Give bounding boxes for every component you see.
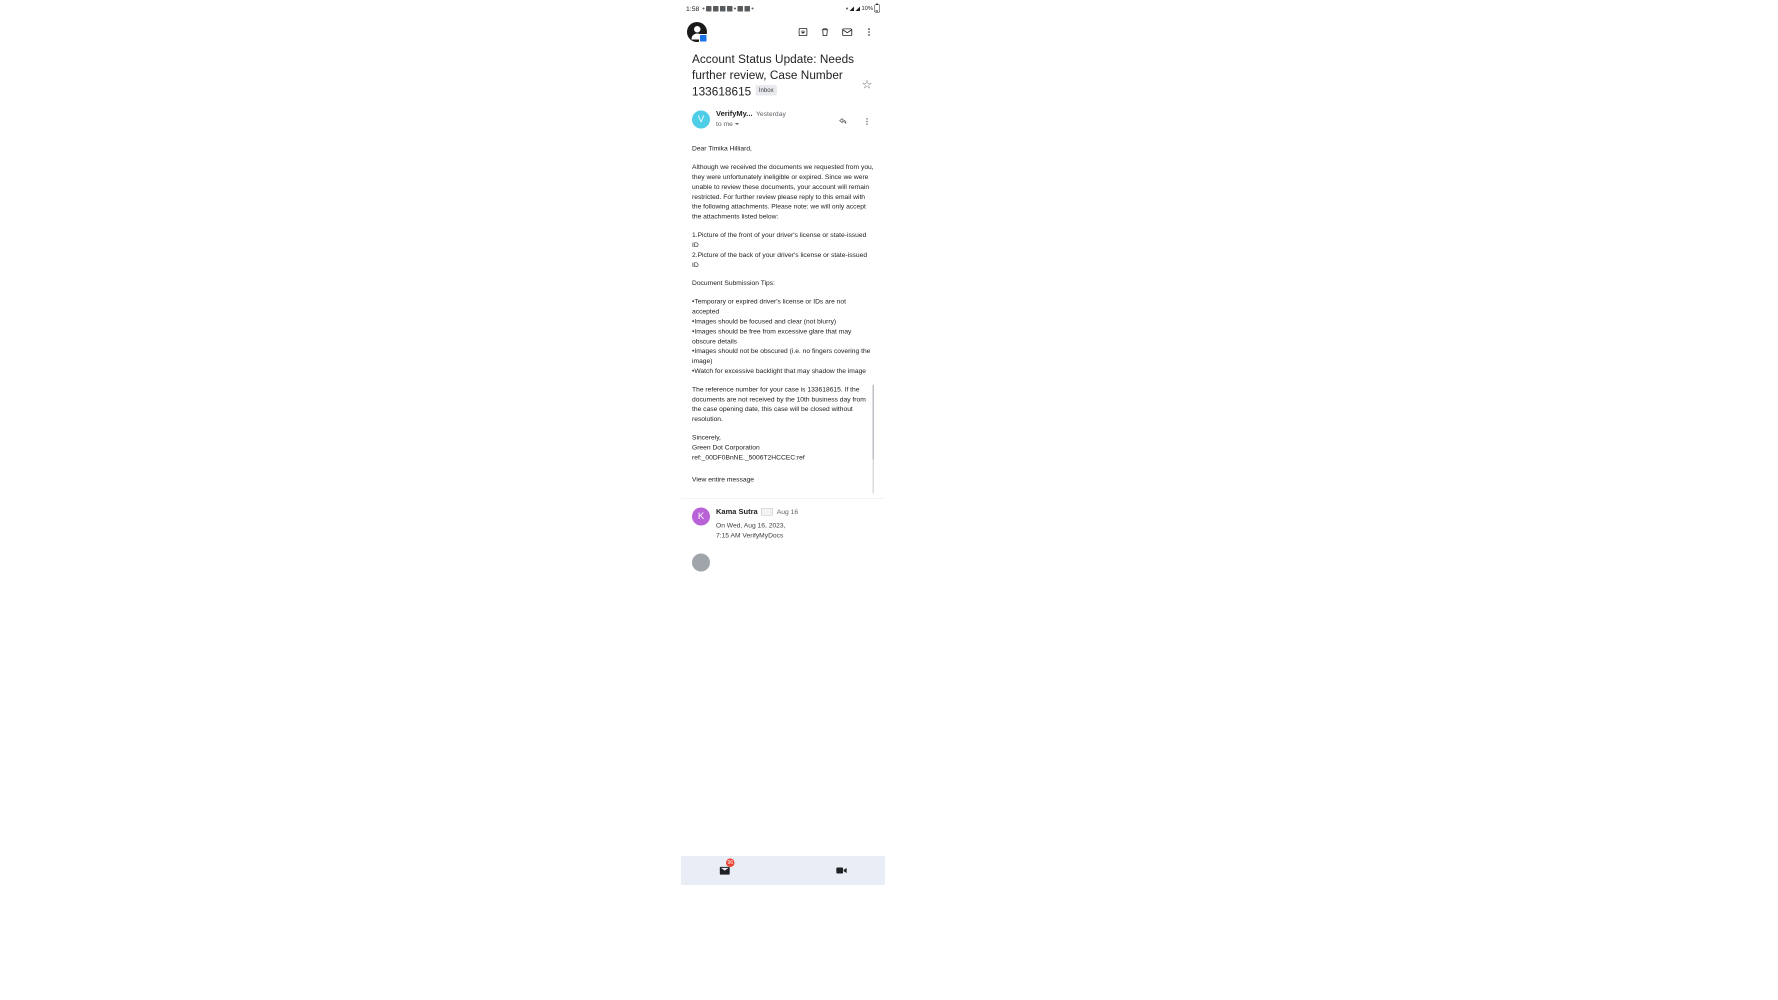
status-bar <box>681 0 885 17</box>
email-body <box>681 132 885 463</box>
tips-heading: Document Submission Tips: <box>692 279 775 287</box>
message-scroll-region[interactable] <box>692 384 874 462</box>
quoted-message-sender: Kama Sutra <box>716 507 758 516</box>
bullet-item-3-mark: • <box>692 327 695 335</box>
status-time: 1:58 <box>686 4 700 13</box>
mark-unread-button[interactable] <box>837 22 857 42</box>
numbered-item-1 <box>692 230 874 250</box>
app-icon <box>737 6 743 12</box>
recipient-line[interactable] <box>716 120 827 128</box>
conversation-toolbar <box>681 17 885 47</box>
recipient-label: to me <box>716 120 733 128</box>
meet-tab[interactable] <box>831 862 853 880</box>
gallery-icon <box>727 6 733 12</box>
view-entire-message-link[interactable]: View entire message <box>692 475 755 483</box>
ref-code: ref:_00DF0BnNE._5006T2HCCEC:ref <box>692 453 805 461</box>
quoted-snippet-line-1: On Wed, Aug 16, 2023, <box>716 521 786 529</box>
quoted-message-header <box>716 507 877 516</box>
company-name: Green Dot Corporation <box>692 443 760 451</box>
quoted-message-snippet <box>716 520 877 540</box>
gmail-conversation-screen <box>681 0 885 885</box>
archive-button[interactable] <box>793 22 813 42</box>
sender-date: Yesterday <box>756 110 786 118</box>
avatar-head-icon <box>694 26 701 33</box>
email-subject <box>692 51 857 100</box>
small-dot-icon <box>734 8 736 10</box>
status-notification-icons <box>702 6 753 12</box>
bullet-item-2-mark: • <box>692 317 695 325</box>
battery-icon <box>875 5 881 13</box>
next-message-partial[interactable] <box>681 553 885 571</box>
bullet-item-2 <box>692 316 874 326</box>
alarm-icon <box>846 8 848 10</box>
account-avatar[interactable] <box>687 22 707 42</box>
bullet-item-5-mark: • <box>692 367 695 375</box>
body-paragraph-1: Although we received the documents we requested from you, they were unfortunately ineligible or expired. Since we were unable to review these documents, your account will remain restricted. For further review please reply to this email with the following attachments. Please note: we will only accept the attachments listed below: <box>692 163 874 221</box>
bullet-item-4-mark: • <box>692 347 695 355</box>
bullet-item-1 <box>692 297 874 317</box>
phone-screenshot <box>681 0 885 885</box>
bullet-item-4 <box>692 346 874 366</box>
subject-row <box>681 47 885 100</box>
quoted-message-avatar[interactable]: K <box>692 507 710 525</box>
sign-off: Sincerely, <box>692 433 721 442</box>
bullet-item-5-text: Watch for excessive backlight that may shadow the image <box>694 367 867 375</box>
numbered-item-2-mark: 2. <box>692 250 698 259</box>
reference-paragraph: The reference number for your case is 133618615. If the documents are not received by the 10th business day from the case opening date, this case will be closed without resolution. <box>692 385 866 423</box>
sim-icon <box>713 6 719 12</box>
delete-button[interactable] <box>815 22 835 42</box>
bullet-item-3 <box>692 326 874 346</box>
scrollbar-thumb[interactable] <box>873 384 875 459</box>
body-greeting: Dear Timika Hilliard, <box>692 144 752 153</box>
avatar-badge-icon <box>699 34 708 43</box>
clock-icon <box>706 6 712 12</box>
quoted-message-date: Aug 16 <box>776 507 799 516</box>
mail-notification-icon <box>744 6 750 12</box>
bullet-item-5 <box>692 366 874 376</box>
bullet-item-1-text: Temporary or expired driver's license or IDs are not accepted <box>692 297 846 316</box>
bullet-item-3-text: Images should be free from excessive glare that may obscure details <box>692 327 852 345</box>
signal-bars-2-icon <box>855 6 860 11</box>
numbered-item-2 <box>692 250 874 270</box>
subject-text: Account Status Update: Needs further review, Case Number 133618615 <box>692 52 855 98</box>
quoted-message[interactable] <box>681 498 885 541</box>
bullet-item-2-text: Images should be focused and clear (not blurry) <box>694 317 837 325</box>
sender-name-line <box>716 110 827 119</box>
chevron-down-icon <box>735 123 739 125</box>
bottom-navigation-bar <box>681 856 885 885</box>
bullet-item-1-mark: • <box>692 297 695 306</box>
notification-dot-icon <box>702 8 704 10</box>
sender-row <box>681 100 885 132</box>
numbered-item-1-mark: 1. <box>692 231 698 239</box>
next-message-avatar[interactable] <box>692 553 710 571</box>
numbered-item-1-text: Picture of the front of your driver's license or state-issued ID <box>692 231 867 249</box>
status-right-icons <box>846 5 880 13</box>
star-icon[interactable]: ☆ <box>861 78 873 92</box>
sender-details[interactable] <box>716 110 827 128</box>
mail-tab[interactable] <box>714 862 736 880</box>
label-chip-inbox[interactable]: Inbox <box>755 85 777 95</box>
battery-percent-label: 10% <box>861 5 873 12</box>
quoted-message-details <box>716 507 877 540</box>
reply-button[interactable] <box>833 112 853 132</box>
quoted-snippet-line-2: 7:15 AM VerifyMyDocs <box>716 531 784 539</box>
numbered-item-2-text: Picture of the back of your driver's license or state-issued ID <box>692 250 868 269</box>
signal-bars-icon <box>849 6 854 11</box>
message-more-button[interactable] <box>857 112 877 132</box>
more-options-button[interactable] <box>859 22 879 42</box>
photos-icon <box>720 6 726 12</box>
attachment-icon <box>761 508 773 516</box>
sender-avatar[interactable]: V <box>692 111 710 129</box>
bullet-item-4-text: Images should not be obscured (i.e. no fingers covering the image) <box>692 347 871 365</box>
extra-dot-icon <box>751 8 753 10</box>
mail-unread-badge: 96 <box>727 860 733 866</box>
message-actions <box>833 112 877 132</box>
sender-name: VerifyMy... <box>716 109 753 119</box>
